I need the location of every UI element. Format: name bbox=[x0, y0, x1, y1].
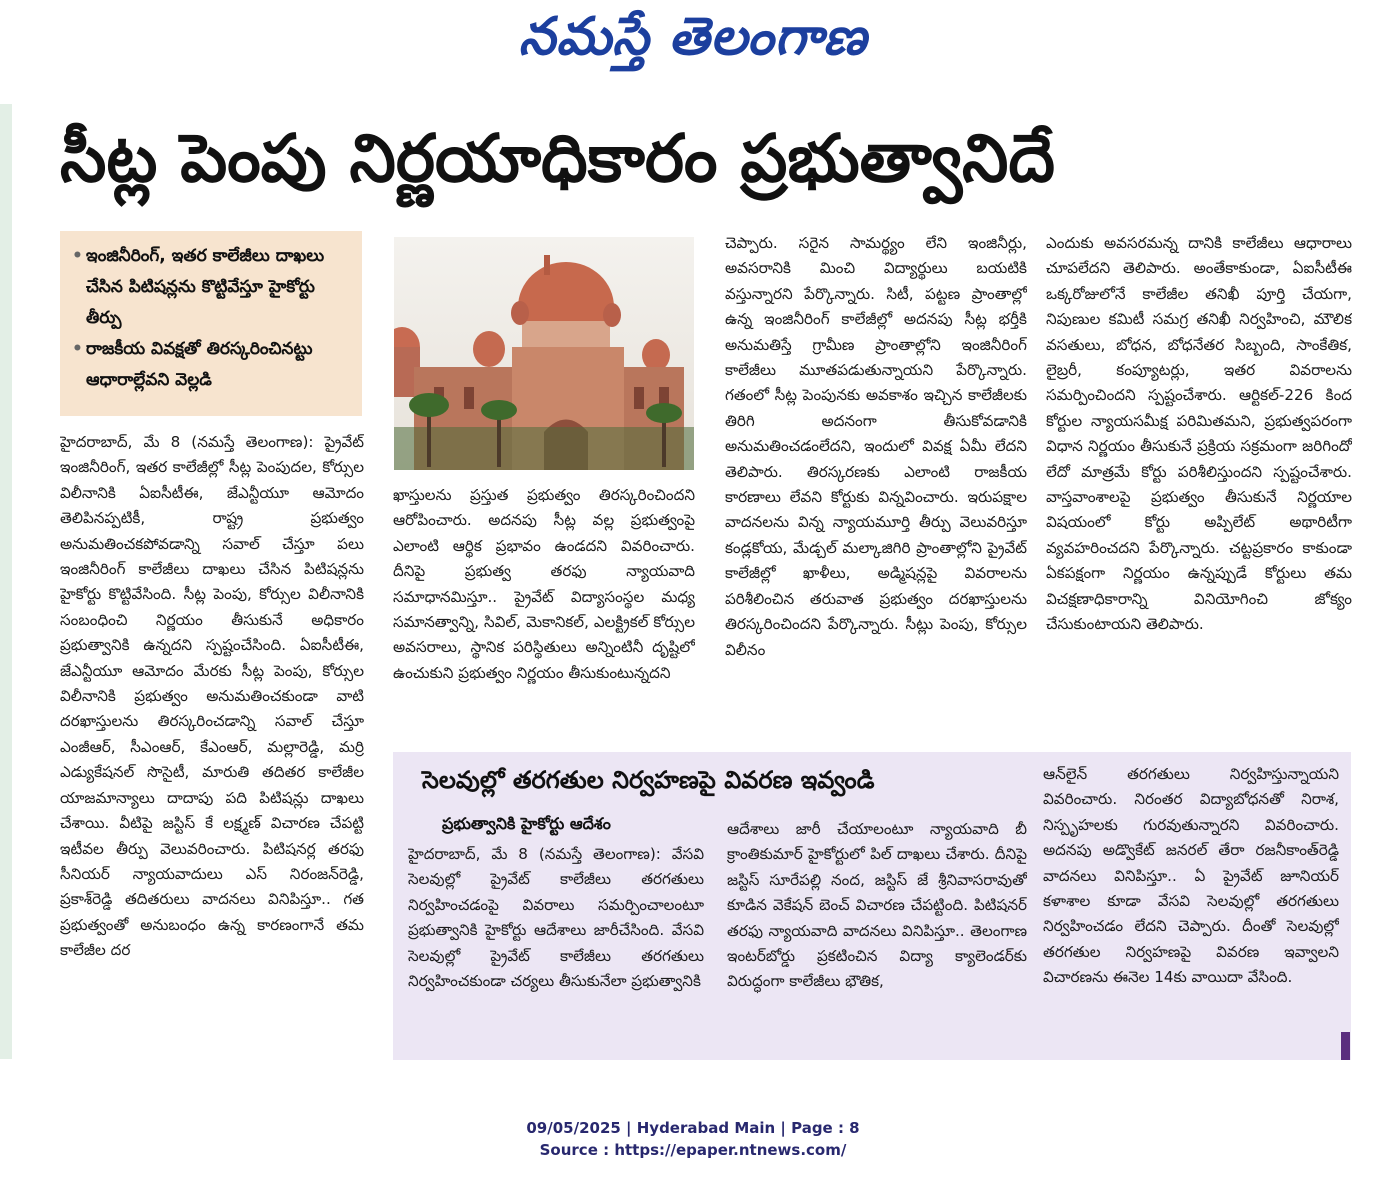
story-end-marker bbox=[1341, 1032, 1350, 1060]
article-column-3: చెప్పారు. సరైన సామర్థ్యం లేని ఇంజినీర్లు, అవసరానికి మించి విద్యార్థులు బయటికి వస్తున్నారని పేర్కొన్నారు. సిటీ, పట్టణ ప్రాంతాల్లో ఉన్న ఇంజినీరింగ్ కాలేజీల్లో అదనపు సీట్ల భర్తీకి అనుమతిస్తే గ్రామీణ ప్రాంతాల్లోని ఇంజినీరింగ్ కాలేజీలు మూతపడుతున్నాయని పేర్కొన్నారు. గతంలో సీట్ల పెంపునకు అవకాశం ఇచ్చిన కాలేజీలకు తిరిగి అదనంగా తీసుకోవడానికి అనుమతించడంలేదని, ఇందులో వివక్ష ఏమీ లేదని తెలిపారు. తిరస్కరణకు ఎలాంటి రాజకీయ కారణాలు లేవని కోర్టుకు విన్నవించారు. ఇరుపక్షాల వాదనలను విన్న న్యాయమూర్తి తీర్పు వెలువరిస్తూ కండ్లకోయ, మేడ్చల్ మల్కాజిగిరి ప్రాంతాల్లోని ప్రైవేట్ కాలేజీల్లో ఖాళీలు, అడ్మిషన్లపై వివరాలను పరిశీలించిన తరువాత ప్రభుత్వం దరఖాస్తులను తిరస్కరించిందని పేర్కొన్నారు. సీట్లు పెంపు, కోర్సుల విలీనం bbox=[725, 234, 1027, 659]
sidebar-story-headline: సెలవుల్లో తరగతుల నిర్వహణపై వివరణ ఇవ్వండి bbox=[422, 766, 875, 794]
sidebar-story-column-2: ఆదేశాలు జారీ చేయాలంటూ న్యాయవాది బీ క్రాంతికుమార్ హైకోర్టులో పిల్ దాఖలు చేశారు. దీనిపై జస్టిస్ సూరేపల్లి నంద, జస్టిస్ జే శ్రీనివాసరావుతో కూడిన వెకేషన్ బెంచ్ విచారణ చేపట్టింది. పిటిషనర్ తరఫు న్యాయవాది వాదనలు వినిపిస్తూ.. తెలంగాణ ఇంటర్‌బోర్డు ప్రకటించిన విద్యా క్యాలెండర్‌కు విరుద్ధంగా కాలేజీలు భౌతిక, bbox=[727, 820, 1027, 991]
article-column-1: హైదరాబాద్, మే 8 (నమస్తే తెలంగాణ): ప్రైవేట్ ఇంజినీరింగ్, ఇతర కాలేజీల్లో సీట్ల పెంపుదల, కోర్సుల విలీనానికి ఏఐసీటీఈ, జేఎన్టీయూ ఆమోదం తెలిపినప్పటికీ, రాష్ట్ర ప్రభుత్వం అనుమతించకపోవడాన్ని సవాల్ చేస్తూ పలు ఇంజినీరింగ్ కాలేజీలు దాఖలు చేసిన పిటిషన్లను హైకోర్టు కొట్టివేసింది. సీట్ల పెంపు, కోర్సుల విలీనానికి సంబంధించి నిర్ణయం తీసుకునే అధికారం ప్రభుత్వానికి ఉన్నదని స్పష్టంచేసింది. ఏఐసీటీఈ, జేఎన్టీయూ ఆమోదం మేరకు సీట్ల పెంపు, కోర్సుల విలీనానికి ప్రభుత్వం అనుమతించకుండా వాటి దరఖాస్తులను తిరస్కరించడాన్ని సవాల్ చేస్తూ ఎంజీఆర్, సీఎంఆర్, కేఎంఆర్, మల్లారెడ్డి, మర్రి ఎడ్యుకేషనల్ సొసైటీ, మారుతి తదితర కాలేజీల యాజమాన్యాలు దాదాపు పది పిటిషన్లు దాఖలు చేశాయి. వీటిపై జస్టిస్ కే లక్ష్మణ్ విచారణ చేపట్టి ఇటీవల తీర్పు వెలువరించారు. పిటిషనర్ల తరఫు సీనియర్ న్యాయవాదులు ఎస్ నిరంజన్‌రెడ్డి, ప్రకాశ్‌రెడ్డి తదితరులు వాదనలు వినిపిస్తూ.. గత ప్రభుత్వంతో అనుబంధం ఉన్న కారణంగానే తమ కాలేజీల దర bbox=[60, 433, 364, 960]
highlight-item: • రాజకీయ వివక్షతో తిరస్కరించినట్టు ఆధారాల్లేవని వెల్లడి bbox=[72, 334, 352, 396]
article-column-4: ఎందుకు అవసరమన్న దానికి కాలేజీలు ఆధారాలు చూపలేదని తెలిపారు. అంతేకాకుండా, ఏఐసీటీఈ ఒక్కరోజులోనే కాలేజీల తనిఖీ పూర్తి చేయగా, నిపుణుల కమిటీ సమగ్ర తనిఖీ నిర్వహించి, మౌలిక వసతులు, బోధన, బోధనేతర సిబ్బంది, సాంకేతిక, లైబ్రరీ, కంప్యూటర్లు, ఇతర వివరాలను సమర్పించిందని స్పష్టంచేశారు. ఆర్టికల్-226 కింద కోర్టుల న్యాయసమీక్ష పరిమితమని, ప్రభుత్వపరంగా విధాన నిర్ణయం తీసుకునే ప్రక్రియ సక్రమంగా జరిగిందో లేదో మాత్రమే కోర్టు పరిశీలిస్తుందని స్పష్టంచేశారు. వాస్తవాంశాలపై ప్రభుత్వం తీసుకునే నిర్ణయాల విషయంలో కోర్టు అప్పిలేట్ అథారిటీగా వ్యవహరించదని పేర్కొన్నారు. చట్టప్రకారం కాకుండా ఏకపక్షంగా నిర్ణయం ఉన్నప్పుడే కోర్టులు తమ విచక్షణాధికారాన్ని వినియోగించి జోక్యం చేసుకుంటాయని తెలిపారు. bbox=[1046, 234, 1352, 634]
newspaper-masthead: నమస్తే తెలంగాణ bbox=[518, 6, 868, 67]
main-headline: సీట్ల పెంపు నిర్ణయాధికారం ప్రభుత్వానిదే bbox=[60, 120, 1055, 197]
footer-edition-line: 09/05/2025 | Hyderabad Main | Page : 8 bbox=[526, 1119, 860, 1137]
sidebar-story-subheadline: ప్రభుత్వానికి హైకోర్టు ఆదేశం bbox=[442, 814, 611, 833]
page-footer bbox=[0, 1117, 1386, 1161]
article-column-2: ఖాస్తులను ప్రస్తుత ప్రభుత్వం తిరస్కరించిందని ఆరోపించారు. అదనపు సీట్ల వల్ల ప్రభుత్వంపై ఎలాంటి ఆర్థిక ప్రభావం ఉండదని వివరించారు. దీనిపై ప్రభుత్వ తరఫు న్యాయవాది సమాధానమిస్తూ.. ప్రైవేట్ విద్యాసంస్థల మధ్య సమానత్వాన్ని, సివిల్, మెకానికల్, ఎలక్ట్రికల్ కోర్సుల అవసరాలు, స్థానిక పరిస్థితులు అన్నింటినీ దృష్టిలో ఉంచుకుని ప్రభుత్వం నిర్ణయం తీసుకుంటున్నదని bbox=[393, 486, 695, 682]
highlights-box bbox=[60, 231, 362, 416]
highlight-item: • ఇంజినీరింగ్, ఇతర కాలేజీలు దాఖలు చేసిన పిటిషన్లను కొట్టివేస్తూ హైకోర్టు తీర్పు bbox=[72, 241, 352, 334]
high-court-photo bbox=[394, 237, 694, 470]
sidebar-story-column-3: ఆన్‌లైన్ తరగతులు నిర్వహిస్తున్నాయని వివరించారు. నిరంతర విద్యాబోధనతో నిరాశ, నిస్పృహలకు గురవుతున్నారని వివరించారు. అదనపు అడ్వొకేట్ జనరల్ తేరా రజనీకాంత్‌రెడ్డి వాదనలు వినిపిస్తూ.. ఏ ప్రైవేట్ జూనియర్ కళాశాల కూడా వేసవి సెలవుల్లో తరగతులు నిర్వహించడం లేదని చెప్పారు. దీంతో సెలవుల్లో తరగతుల నిర్వహణపై వివరణ ఇవ్వాలని విచారణను ఈనెల 14కు వాయిదా వేసింది. bbox=[1043, 765, 1339, 987]
footer-source-line: Source : https://epaper.ntnews.com/ bbox=[539, 1141, 847, 1159]
page-edge-strip bbox=[0, 104, 12, 1059]
sidebar-story-column-1: హైదరాబాద్, మే 8 (నమస్తే తెలంగాణ): వేసవి సెలవుల్లో ప్రైవేట్ కాలేజీలు తరగతులు నిర్వహించడంపై వివరాలు సమర్పించాలంటూ ప్రభుత్వానికి హైకోర్టు ఆదేశాలు జారీచేసింది. వేసవి సెలవుల్లో ప్రైవేట్ కాలేజీలు తరగతులు నిర్వహించకుండా చర్యలు తీసుకునేలా ప్రభుత్వానికి bbox=[408, 845, 704, 991]
